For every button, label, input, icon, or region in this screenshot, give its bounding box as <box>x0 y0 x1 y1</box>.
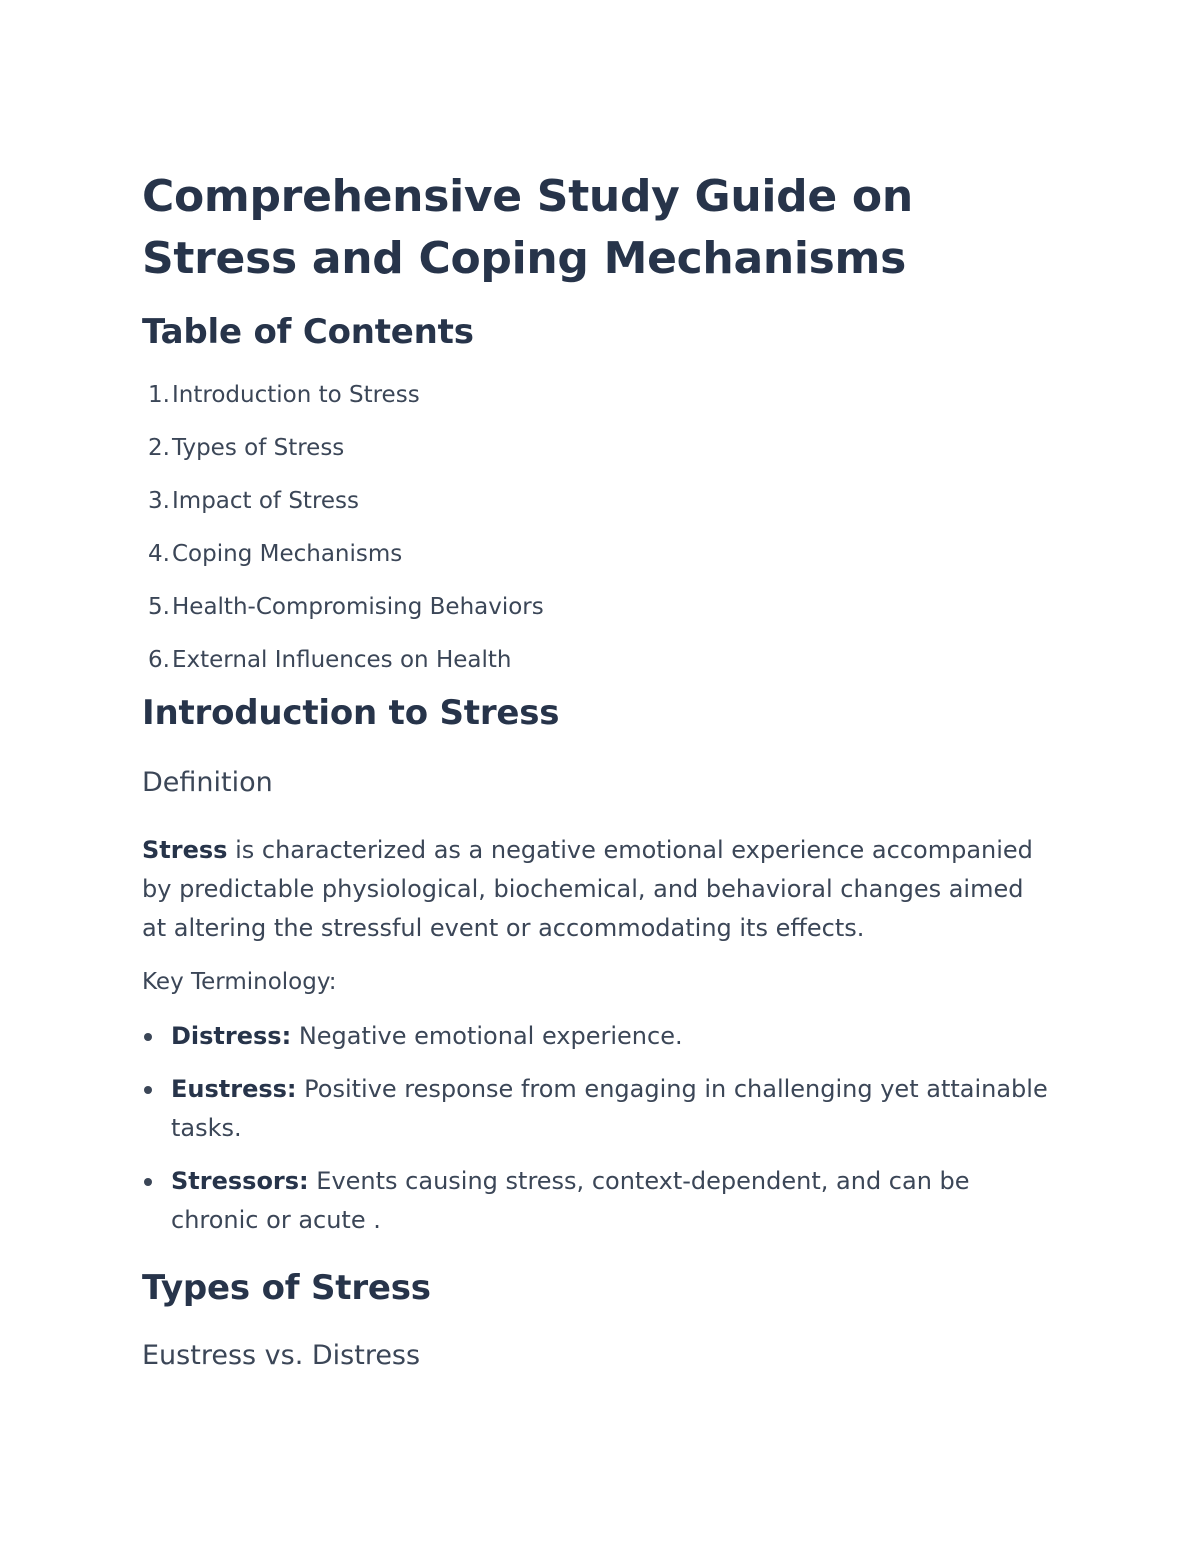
term-description: Positive response from engaging in challenging yet attainable tasks. <box>171 1075 1048 1142</box>
toc-item-label: Coping Mechanisms <box>172 541 403 567</box>
toc-item-number: 3. <box>148 488 170 514</box>
term-description: Events causing stress, context-dependent, and can be chronic or acute . <box>171 1167 970 1234</box>
toc-item[interactable] <box>142 380 1050 410</box>
toc-item-number: 1. <box>148 382 170 408</box>
bullet-icon <box>144 1033 152 1041</box>
toc-heading: Table of Contents <box>142 312 474 352</box>
bullet-icon <box>144 1086 152 1094</box>
subheading-eustress-vs-distress: Eustress vs. Distress <box>142 1340 421 1371</box>
toc-item-number: 2. <box>148 435 170 461</box>
list-item <box>142 1162 1050 1240</box>
document-title: Comprehensive Study Guide on Stress and Coping Mechanisms <box>142 171 913 284</box>
toc-item[interactable] <box>142 539 1050 569</box>
list-item <box>142 1017 1050 1056</box>
toc-item-label: Types of Stress <box>172 435 345 461</box>
key-terminology-label: Key Terminology: <box>142 969 337 995</box>
toc-item-number: 6. <box>148 647 170 673</box>
bullet-icon <box>144 1178 152 1186</box>
list-item <box>142 1070 1050 1148</box>
toc-item[interactable] <box>142 433 1050 463</box>
key-terms-list <box>142 1017 1050 1240</box>
toc-item[interactable] <box>142 486 1050 516</box>
term-name: Eustress: <box>171 1075 297 1103</box>
toc-item-label: Introduction to Stress <box>172 382 420 408</box>
toc-item-number: 4. <box>148 541 170 567</box>
toc-item[interactable] <box>142 592 1050 622</box>
definition-paragraph <box>142 831 1050 948</box>
toc-item-label: Impact of Stress <box>172 488 360 514</box>
toc-item[interactable] <box>142 645 1050 675</box>
definition-text: is characterized as a negative emotional experience accompanied by predictable physiological, biochemical, and behavioral changes aimed at altering the stressful event or accommodating its effects. <box>142 836 1033 942</box>
term-name: Distress: <box>171 1022 292 1050</box>
toc-item-number: 5. <box>148 594 170 620</box>
subheading-definition: Definition <box>142 767 273 798</box>
toc-item-label: External Influences on Health <box>172 647 512 673</box>
definition-term: Stress <box>142 836 228 864</box>
section-heading-types: Types of Stress <box>142 1268 431 1308</box>
toc-item-label: Health-Compromising Behaviors <box>172 594 544 620</box>
table-of-contents <box>142 380 1050 675</box>
term-description: Negative emotional experience. <box>291 1022 683 1050</box>
section-heading-introduction: Introduction to Stress <box>142 693 560 733</box>
term-name: Stressors: <box>171 1167 309 1195</box>
